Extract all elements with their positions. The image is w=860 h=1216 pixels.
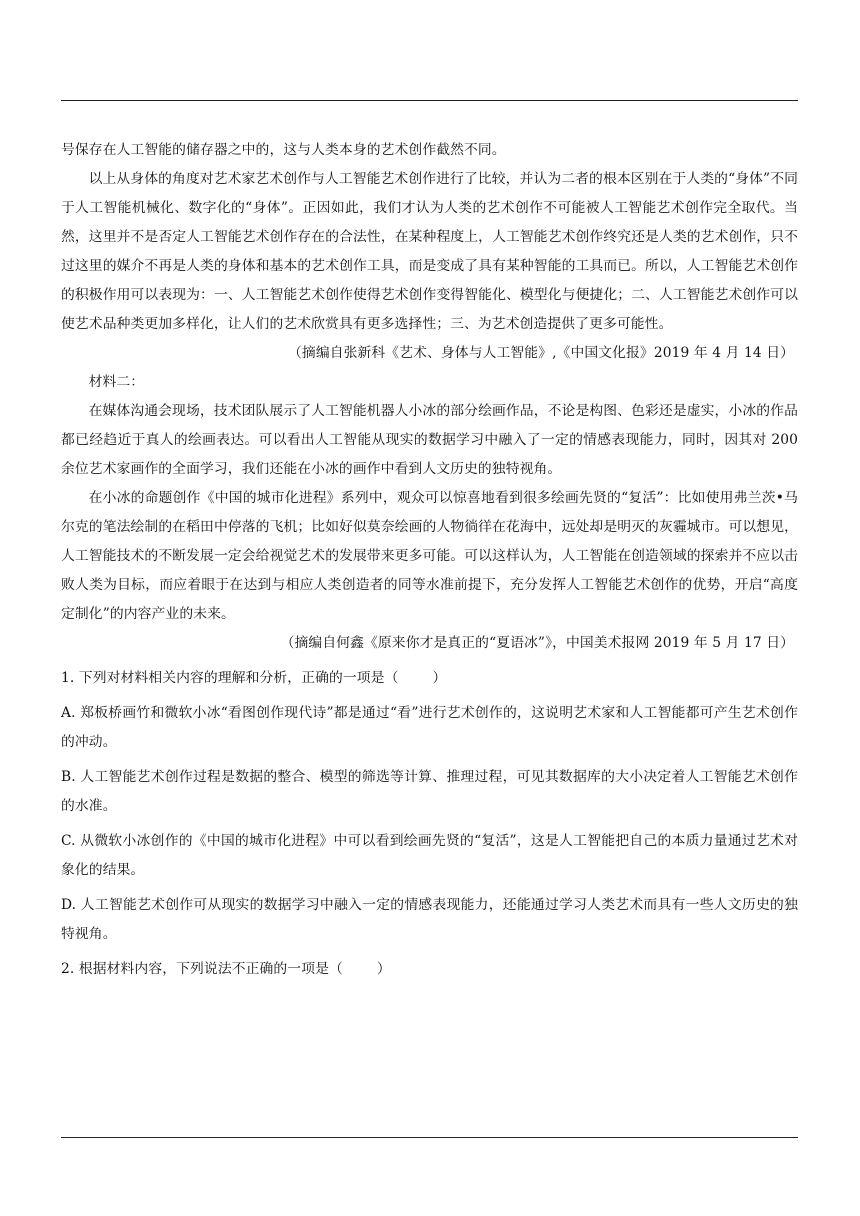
header-rule	[61, 100, 798, 101]
page-body	[61, 136, 798, 984]
question-stem-text: 2. 根据材料内容，下列说法不正确的一项是（	[61, 961, 343, 977]
question-1-stem	[61, 664, 798, 693]
question-stem-close: ）	[376, 961, 391, 977]
material-heading: 材料二：	[88, 374, 145, 390]
question-2-stem	[61, 955, 798, 984]
question-1-option-d: D. 人工智能艺术创作可从现实的数据学习中融入一定的情感表现能力，还能通过学习人类艺术而具有一些人文历史的独特视角。	[61, 897, 798, 942]
source-citation: （摘编自何鑫《原来你才是真正的“夏语冰”》，中国美术报网 2019 年 5 月 17 日）	[280, 635, 794, 651]
paragraph-body: 在媒体沟通会现场，技术团队展示了人工智能机器人小冰的部分绘画作品，不论是构图、色彩还是虚实，小冰的作品都已经趋近于真人的绘画表达。可以看出人工智能从现实的数据学习中融入了一定的情感表现能力，同时，因其对 200 余位艺术家画作的全面学习，我们还能在小冰的画作中看到人文历史的独特视角。	[61, 403, 798, 477]
question-stem-close: ）	[432, 670, 447, 686]
paragraph-body: 在小冰的命题创作《中国的城市化进程》系列中，观众可以惊喜地看到很多绘画先贤的“复活”：比如使用弗兰茨•马尔克的笔法绘制的在稻田中停落的飞机；比如好似莫奈绘画的人物徜徉在花海中，远处却是明灭的灰霾城市。可以想见，人工智能技术的不断发展一定会给视觉艺术的发展带来更多可能。可以这样认为，人工智能在创造领域的探索并不应以击败人类为目标，而应着眼于在达到与相应人类创造者的同等水准前提下，充分发挥人工智能艺术创作的优势，开启“高度定制化”的内容产业的未来。	[61, 490, 798, 622]
source-citation: （摘编自张新科《艺术、身体与人工智能》,《中国文化报》2019 年 4 月 14 日）	[288, 345, 794, 361]
question-1-option-a: A. 郑板桥画竹和微软小冰“看图创作现代诗”都是通过“看”进行艺术创作的，这说明艺术家和人工智能都可产生艺术创作的冲动。	[61, 705, 798, 750]
question-1-option-b: B. 人工智能艺术创作过程是数据的整合、模型的筛选等计算、推理过程，可见其数据库的大小决定着人工智能艺术创作的水准。	[61, 769, 798, 814]
question-stem-text: 1. 下列对材料相关内容的理解和分析，正确的一项是（	[61, 670, 399, 686]
question-1-option-c: C. 从微软小冰创作的《中国的城市化进程》中可以看到绘画先贤的“复活”，这是人工智能把自己的本质力量通过艺术对象化的结果。	[61, 833, 798, 878]
paragraph-body: 以上从身体的角度对艺术家艺术创作与人工智能艺术创作进行了比较，并认为二者的根本区别在于人类的“身体”不同于人工智能机械化、数字化的“身体”。正因如此，我们才认为人类的艺术创作不可能被人工智能艺术创作完全取代。当然，这里并不是否定人工智能艺术创作存在的合法性，在某种程度上，人工智能艺术创作终究还是人类的艺术创作，只不过这里的媒介不再是人类的身体和基本的艺术创作工具，而是变成了具有某种智能的工具而已。所以，人工智能艺术创作的积极作用可以表现为：一、人工智能艺术创作使得艺术创作变得智能化、模型化与便捷化；二、人工智能艺术创作可以使艺术品种类更加多样化，让人们的艺术欣赏具有更多选择性；三、为艺术创造提供了更多可能性。	[61, 171, 798, 332]
paragraph-continuation: 号保存在人工智能的储存器之中的，这与人类本身的艺术创作截然不同。	[61, 142, 506, 158]
footer-rule	[61, 1137, 798, 1138]
